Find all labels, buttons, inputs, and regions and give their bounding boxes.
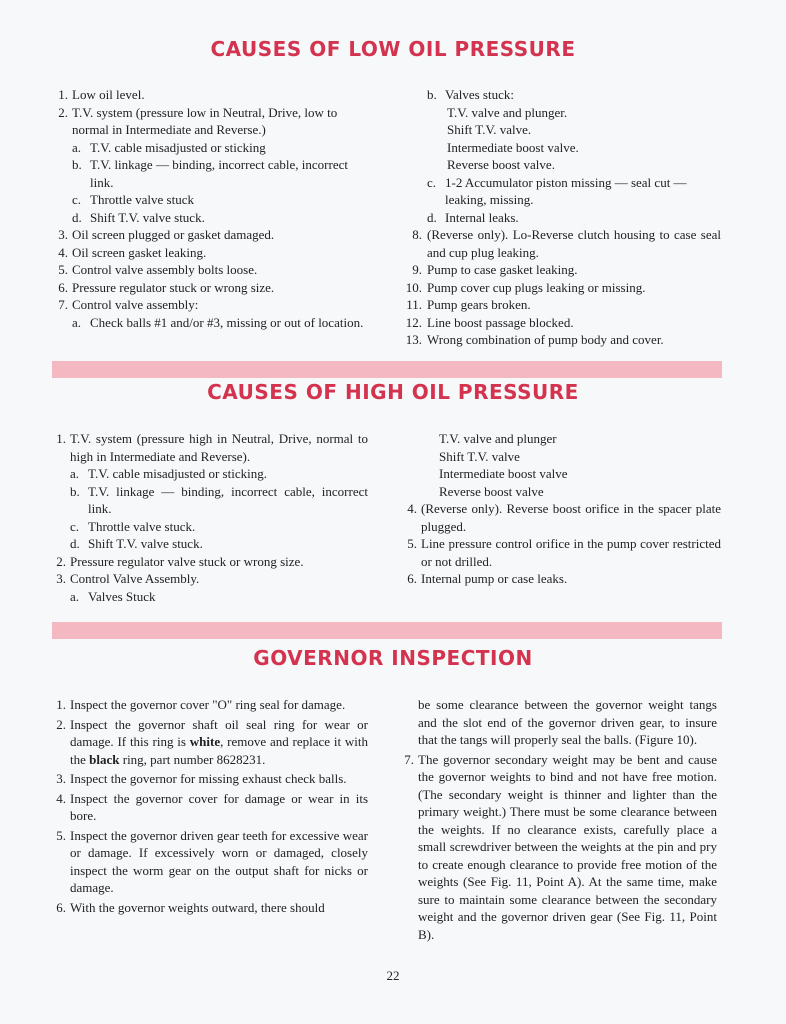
list-item: a. Check balls #1 and/or #3, missing or out of location. bbox=[72, 314, 364, 330]
list-item: 7. Control valve assembly: bbox=[58, 297, 199, 312]
list-item: Reverse boost valve bbox=[439, 483, 544, 499]
list-item: 5. Line pressure control orifice in the pump cover restricted or not drilled. bbox=[407, 536, 721, 569]
list-item: b. Valves stuck: bbox=[427, 87, 514, 102]
high-oil-pressure-heading: CAUSES OF HIGH OIL PRESSURE bbox=[207, 380, 579, 404]
list-item: T.V. valve and plunger bbox=[439, 431, 557, 446]
list-item: 1. Inspect the governor cover "O" ring seal for damage. bbox=[56, 697, 346, 712]
list-item: 4. Inspect the governor cover for damage or wear in its bore. bbox=[56, 790, 368, 823]
list-item: 8. (Reverse only). Lo-Reverse clutch housing to case seal and cup plug leaking. bbox=[412, 227, 721, 260]
list-item: Shift T.V. valve. bbox=[447, 122, 532, 137]
list-item: 6. With the governor weights outward, there should bbox=[56, 899, 325, 915]
governor-right-list bbox=[400, 696, 717, 945]
list-item: a. T.V. cable misadjusted or sticking bbox=[72, 139, 266, 155]
low-oil-right-list bbox=[403, 86, 721, 349]
list-item: 11. Pump gears broken. bbox=[406, 297, 531, 312]
high-oil-right-list bbox=[403, 430, 721, 588]
list-item: 1. Low oil level. bbox=[58, 87, 145, 102]
list-item: 2. T.V. system (pressure low in Neutral, Drive, low to normal in Intermediate and Reverse.) bbox=[58, 104, 338, 137]
list-item: 6. Pressure regulator stuck or wrong size. bbox=[58, 279, 275, 295]
list-item: b. T.V. linkage — binding, incorrect cable, incorrect link. bbox=[70, 483, 368, 516]
list-item: a. T.V. cable misadjusted or sticking. bbox=[70, 466, 267, 481]
governor-inspection-heading: GOVERNOR INSPECTION bbox=[253, 646, 533, 670]
list-item: c. Throttle valve stuck bbox=[72, 192, 194, 207]
low-oil-pressure-heading: CAUSES OF LOW OIL PRESSURE bbox=[210, 37, 576, 61]
list-item: 7. The governor secondary weight may be bent and cause the governor weights to bind and not have free motion. (The secondary weight is thinner and lighter than the primary weight.) There must be some clearance between the weights. If no clearance exists, carefully place a small screwdriver between the weights at the pin and pry to create enough clearance to provide free motion of the weights (See Fig. 11, Point A). At the same time, make sure to maintain some clearance between the secondary weight and the governor driven gear (See Fig. 11, Point B). bbox=[404, 751, 717, 942]
page-number: 22 bbox=[386, 968, 400, 983]
list-item: 10. Pump cover cup plugs leaking or missing. bbox=[405, 279, 646, 295]
list-item: 12. Line boost passage blocked. bbox=[405, 314, 574, 330]
list-item: T.V. valve and plunger. bbox=[447, 104, 568, 120]
governor-left-list bbox=[52, 696, 368, 918]
list-item-continuation: be some clearance between the governor weight tangs and the slot end of the governor driven gear, to insure that the tangs will properly seal the balls. (Figure 10). bbox=[418, 697, 717, 747]
list-item: 13. Wrong combination of pump body and cover. bbox=[405, 332, 664, 347]
list-item: d. Shift T.V. valve stuck. bbox=[70, 536, 203, 551]
list-item: a. Valves Stuck bbox=[70, 588, 156, 604]
list-item: 5. Control valve assembly bolts loose. bbox=[58, 262, 258, 277]
list-item: Intermediate boost valve. bbox=[447, 139, 579, 155]
list-item: 6. Internal pump or case leaks. bbox=[407, 571, 568, 586]
list-item: b. T.V. linkage — binding, incorrect cable, incorrect link. bbox=[72, 157, 348, 190]
list-item: 3. Control Valve Assembly. bbox=[56, 571, 200, 586]
high-oil-left-list bbox=[52, 430, 368, 605]
list-item: 1. T.V. system (pressure high in Neutral, Drive, normal to high in Intermediate and Reverse). bbox=[56, 431, 368, 464]
list-item: 4. Oil screen gasket leaking. bbox=[58, 244, 207, 260]
list-item: c. 1-2 Accumulator piston missing — seal cut — leaking, missing. bbox=[427, 174, 687, 207]
list-item: d. Internal leaks. bbox=[427, 209, 519, 225]
list-item: 3. Oil screen plugged or gasket damaged. bbox=[58, 227, 275, 242]
list-item: Intermediate boost valve bbox=[439, 466, 568, 481]
list-item: c. Throttle valve stuck. bbox=[70, 518, 196, 534]
list-item: 9. Pump to case gasket leaking. bbox=[412, 262, 578, 277]
low-oil-left-list bbox=[54, 86, 366, 331]
list-item: 2. Inspect the governor shaft oil seal ring for wear or damage. If this ring is white, remove and replace it with the black ring, part number 8628231. bbox=[56, 716, 368, 767]
list-item: Shift T.V. valve bbox=[439, 448, 520, 464]
section-divider-bar bbox=[52, 622, 722, 639]
list-item: d. Shift T.V. valve stuck. bbox=[72, 209, 205, 225]
list-item: 2. Pressure regulator valve stuck or wrong size. bbox=[56, 553, 304, 569]
list-item: 3. Inspect the governor for missing exhaust check balls. bbox=[56, 771, 347, 786]
list-item: Reverse boost valve. bbox=[447, 157, 555, 172]
list-item: 4. (Reverse only). Reverse boost orifice in the spacer plate plugged. bbox=[407, 501, 721, 534]
list-item: 5. Inspect the governor driven gear teeth for excessive wear or damage. If excessively worn or damaged, closely inspect the worm gear on the output shaft for nicks or damage. bbox=[56, 827, 368, 895]
section-divider-bar bbox=[52, 361, 722, 378]
